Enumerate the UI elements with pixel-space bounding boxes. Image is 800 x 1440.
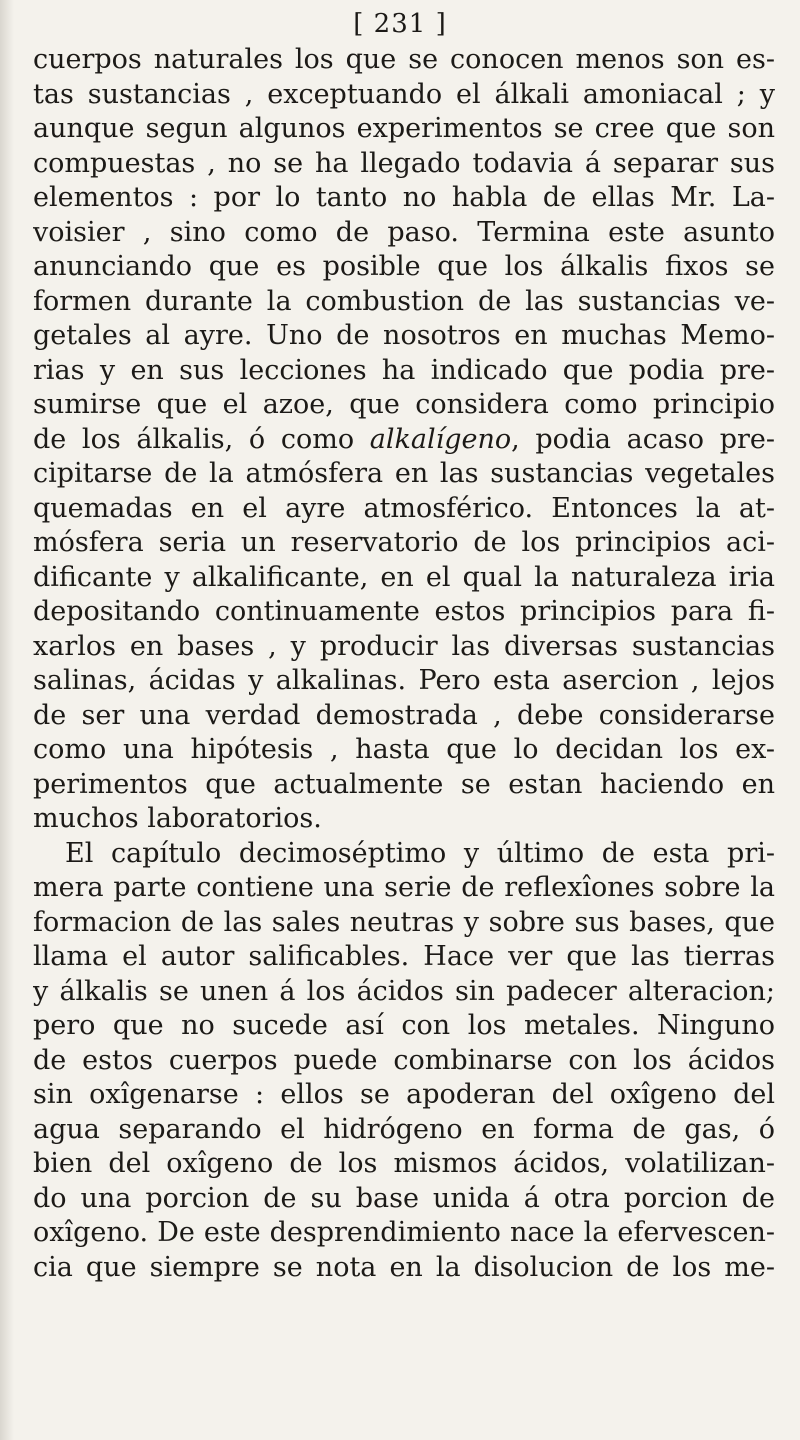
text-line: sumirse que el azoe, que considera como principio (33, 389, 775, 420)
text-line: de estos cuerpos puede combinarse con los ácidos (33, 1044, 775, 1076)
body-text (33, 43, 775, 1285)
paragraph-end-line: muchos laboratorios. (33, 803, 322, 834)
text-line: xarlos en bases , y producir las diversas sustancias (33, 630, 775, 662)
text-line: cipitarse de la atmósfera en las sustancias vegetales (33, 458, 775, 489)
text-line: de ser una verdad demostrada , debe considerarse (33, 699, 775, 731)
text-line: aunque segun algunos experimentos se cree que son (33, 113, 775, 144)
text-line: agua separando el hidrógeno en forma de gas, ó (33, 1113, 775, 1145)
text-line: salinas, ácidas y alkalinas. Pero esta asercion , lejos (33, 665, 775, 696)
text-line: como una hipótesis , hasta que lo decidan los ex- (33, 734, 775, 765)
text-line: y álkalis se unen á los ácidos sin padecer alteracion; (33, 975, 775, 1007)
text-line: pero que no sucede así con los metales. Ninguno (33, 1010, 775, 1041)
text-line: tas sustancias , exceptuando el álkali amoniacal ; y (33, 78, 775, 110)
text-line: mósfera seria un reservatorio de los principios aci- (33, 527, 775, 558)
text-line: sin oxîgenarse : ellos se apoderan del oxîgeno del (33, 1079, 775, 1110)
binding-shadow (0, 0, 14, 1440)
text-line: dificante y alkalificante, en el qual la naturaleza iria (33, 561, 775, 593)
text-line: formacion de las sales neutras y sobre sus bases, que (33, 906, 775, 938)
text-line: perimentos que actualmente se estan haciendo en (33, 768, 775, 800)
text-line: bien del oxîgeno de los mismos ácidos, volatilizan- (33, 1148, 775, 1179)
text-line: mera parte contiene una serie de reflexîones sobre la (33, 872, 775, 903)
text-line: do una porcion de su base unida á otra porcion de (33, 1182, 775, 1214)
text-line: voisier , sino como de paso. Termina este asunto (33, 216, 775, 248)
text-line: elementos : por lo tanto no habla de ellas Mr. La- (33, 182, 775, 213)
text-line: formen durante la combustion de las sustancias ve- (33, 285, 775, 317)
text-line: llama el autor salificables. Hace ver que las tierras (33, 941, 775, 972)
paragraph-start-line: El capítulo decimoséptimo y último de esta pri- (65, 837, 775, 869)
text-line: cia que siempre se nota en la disolucion de los me- (33, 1251, 775, 1283)
italic-term: alkalígeno (369, 423, 512, 455)
text-line: rias y en sus lecciones ha indicado que podia pre- (33, 354, 775, 386)
text-line: cuerpos naturales los que se conocen menos son es- (33, 44, 775, 75)
text-line: depositando continuamente estos principios para fi- (33, 596, 775, 627)
text-line: oxîgeno. De este desprendimiento nace la efervescen- (33, 1217, 775, 1248)
page-number: [ 231 ] (353, 9, 447, 39)
text-line: getales al ayre. Uno de nosotros en muchas Memo- (33, 320, 775, 351)
text-line: anunciando que es posible que los álkalis fixos se (33, 251, 775, 282)
text-line: quemadas en el ayre atmosférico. Entonces la at- (33, 492, 775, 524)
text-line: de los álkalis, ó como alkalígeno, podia acaso pre- (33, 423, 775, 455)
text-line: compuestas , no se ha llegado todavia á separar sus (33, 147, 775, 179)
